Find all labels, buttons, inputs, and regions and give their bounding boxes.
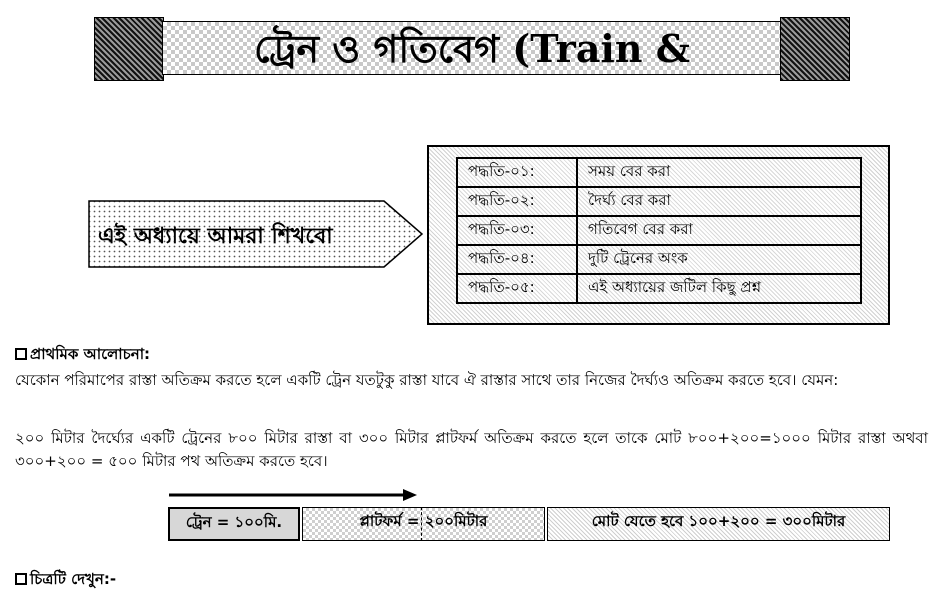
page-title: ট্রেন ও গতিবেগ (Train & (253, 26, 691, 71)
method-value: গতিবেগ বের করা (577, 216, 861, 245)
checkbox-icon (15, 348, 27, 360)
method-key: পদ্ধতি-০১: (457, 158, 577, 187)
banner-band (162, 21, 782, 75)
method-value: দুটি ট্রেনের অংক (577, 245, 861, 274)
table-row (457, 216, 861, 245)
banner-left-cap (94, 17, 164, 81)
platform-length-label: প্লাটফর্ম = ২০০মিটার (359, 512, 488, 530)
platform-divider (421, 507, 422, 541)
table-row (457, 187, 861, 216)
table-row (457, 245, 861, 274)
checkbox-icon (15, 573, 27, 585)
table-row (457, 158, 861, 187)
section-heading-text: চিত্রটি দেখুন:- (30, 570, 117, 588)
direction-arrow-icon (169, 487, 419, 503)
intro-pennant (88, 200, 424, 268)
pennant-text: এই অধ্যায়ে আমরা শিখবো (98, 224, 333, 249)
methods-box (427, 145, 890, 325)
methods-table (456, 157, 862, 304)
paragraph-example: ২০০ মিটার দৈর্ঘ্যের একটি ট্রেনের ৮০০ মিটার রাস্তা বা ৩০০ মিটার প্লাটফর্ম অতিক্রম করতে হলে তাকে মোট ৮০০+২০০=১০০০ মিটার রাস্তা অথবা ৩০০+২০০ = ৫০০ মিটার পথ অতিক্রম করতে হবে। (15, 429, 928, 470)
section-heading-text: প্রাথমিক আলোচনা: (30, 345, 151, 363)
method-key: পদ্ধতি-০৪: (457, 245, 577, 274)
method-key: পদ্ধতি-০৩: (457, 216, 577, 245)
method-value: সময় বের করা (577, 158, 861, 187)
table-row (457, 274, 861, 303)
platform-segment (302, 507, 545, 541)
train-length-label: ট্রেন = ১০০মি. (185, 513, 283, 531)
total-distance-label: মোট যেতে হবে ১০০+২০০ = ৩০০মিটার (591, 512, 846, 530)
method-key: পদ্ধতি-০২: (457, 187, 577, 216)
total-distance-segment (547, 507, 890, 541)
method-value: দৈর্ঘ্য বের করা (577, 187, 861, 216)
method-key: পদ্ধতি-০৫: (457, 274, 577, 303)
method-value: এই অধ্যায়ের জটিল কিছু প্রশ্ন (577, 274, 861, 303)
title-banner (94, 17, 850, 81)
paragraph-basics: যেকোন পরিমাপের রাস্তা অতিক্রম করতে হলে একটি ট্রেন যতটুকু রাস্তা যাবে ঐ রাস্তার সাথে তার নিজের দৈর্ঘ্যও অতিক্রম করতে হবে। যেমন: (15, 371, 839, 389)
section-heading-figure (15, 568, 116, 593)
train-length-segment (168, 507, 300, 541)
banner-right-cap (780, 17, 850, 81)
section-heading-basics (15, 343, 150, 368)
